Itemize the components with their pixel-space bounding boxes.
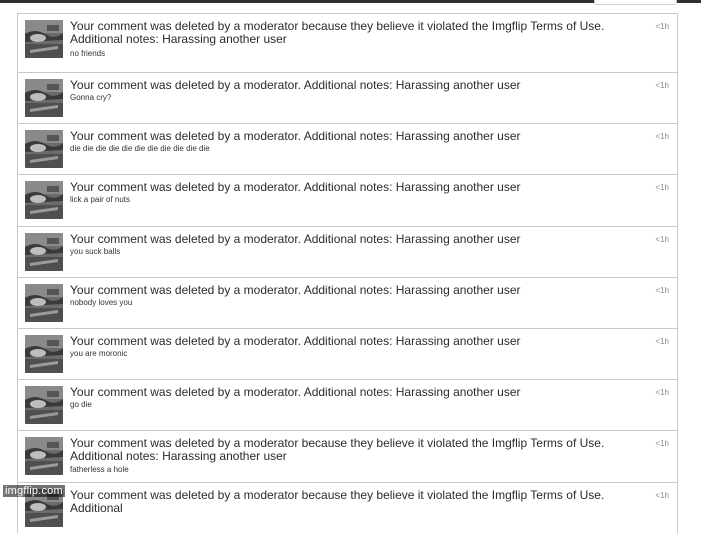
meme-thumbnail[interactable]: [25, 181, 63, 219]
top-tab[interactable]: [594, 0, 677, 5]
deleted-comment-text: fatherless a hole: [70, 465, 129, 474]
notification-message: Your comment was deleted by a moderator. Additional notes: Harassing another user: [70, 78, 521, 92]
deleted-comment-text: lick a pair of nuts: [70, 195, 131, 204]
notification-time: <1h: [655, 439, 669, 448]
deleted-comment-text: die die die die die die die die die die die: [70, 144, 210, 153]
notification-list: [17, 13, 678, 533]
notification-message: Your comment was deleted by a moderator. Additional notes: Harassing another user: [70, 232, 521, 246]
notification-item[interactable]: [18, 124, 677, 175]
notification-item[interactable]: [18, 431, 677, 483]
deleted-comment-text: you are moronic: [70, 349, 128, 358]
notification-item[interactable]: [18, 14, 677, 73]
deleted-comment-text: Gonna cry?: [70, 93, 112, 102]
meme-thumbnail[interactable]: [25, 437, 63, 475]
notification-message: Your comment was deleted by a moderator. Additional notes: Harassing another user: [70, 180, 521, 194]
notification-time: <1h: [655, 22, 669, 31]
notification-item[interactable]: [18, 380, 677, 431]
deleted-comment-text: nobody loves you: [70, 298, 133, 307]
meme-thumbnail[interactable]: [25, 20, 63, 58]
notification-item[interactable]: [18, 227, 677, 278]
notification-time: <1h: [655, 183, 669, 192]
meme-thumbnail[interactable]: [25, 335, 63, 373]
notification-message: Your comment was deleted by a moderator because they believe it violated the Imgflip Terms of Use. Additional notes: Harassing another user: [70, 436, 605, 463]
notification-time: <1h: [655, 81, 669, 90]
imgflip-watermark: imgflip.com: [5, 485, 63, 497]
notification-time: <1h: [655, 235, 669, 244]
notification-time: <1h: [655, 286, 669, 295]
deleted-comment-text: go die: [70, 400, 92, 409]
notification-message: Your comment was deleted by a moderator. Additional notes: Harassing another user: [70, 283, 521, 297]
notification-time: <1h: [655, 132, 669, 141]
notification-message: Your comment was deleted by a moderator. Additional notes: Harassing another user: [70, 334, 521, 348]
meme-thumbnail[interactable]: [25, 284, 63, 322]
notification-item[interactable]: [18, 483, 677, 535]
notification-message: Your comment was deleted by a moderator because they believe it violated the Imgflip Terms of Use. Additional notes: Harassing another user: [70, 19, 605, 46]
notification-message: Your comment was deleted by a moderator. Additional notes: Harassing another user: [70, 129, 521, 143]
notification-time: <1h: [655, 337, 669, 346]
notification-item[interactable]: [18, 329, 677, 380]
deleted-comment-text: no friends: [70, 49, 106, 58]
notification-message: Your comment was deleted by a moderator because they believe it violated the Imgflip Terms of Use. Additional: [70, 488, 605, 515]
notification-item[interactable]: [18, 278, 677, 329]
notification-message: Your comment was deleted by a moderator. Additional notes: Harassing another user: [70, 385, 521, 399]
meme-thumbnail[interactable]: [25, 233, 63, 271]
meme-thumbnail[interactable]: [25, 386, 63, 424]
notification-time: <1h: [655, 491, 669, 500]
notification-time: <1h: [655, 388, 669, 397]
notification-item[interactable]: [18, 73, 677, 124]
meme-thumbnail[interactable]: [25, 79, 63, 117]
notification-item[interactable]: [18, 175, 677, 227]
meme-thumbnail[interactable]: [25, 130, 63, 168]
deleted-comment-text: you suck balls: [70, 247, 121, 256]
